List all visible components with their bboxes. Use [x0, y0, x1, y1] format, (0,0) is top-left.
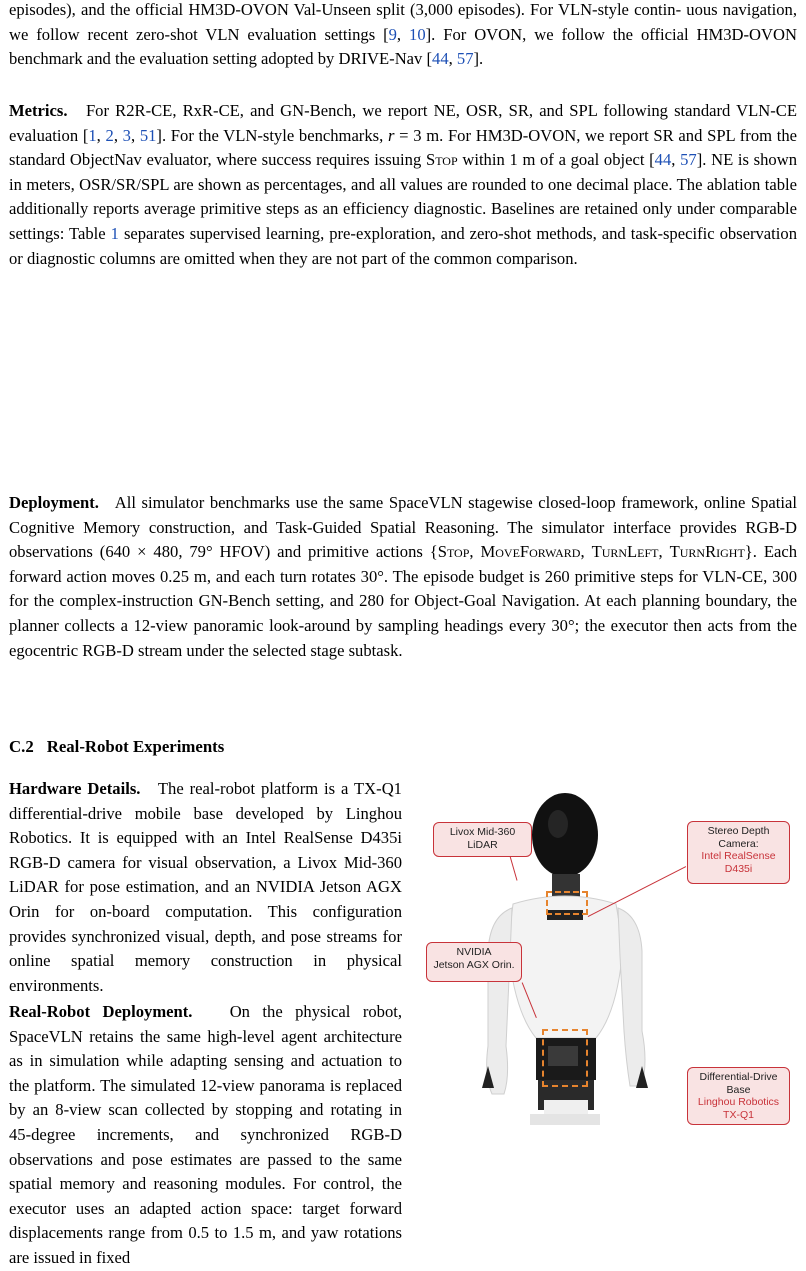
hardware-heading: Hardware Details. [9, 779, 141, 798]
base-callout: Differential-Drive Base Linghou Robotics TX-Q1 [687, 1067, 790, 1125]
jetson-highlight-box [542, 1029, 588, 1087]
lidar-callout: Livox Mid-360 LiDAR [433, 822, 532, 857]
citation-link[interactable]: 51 [139, 125, 157, 145]
lidar-highlight-box [546, 891, 588, 915]
deployment-paragraph: Deployment. All simulator benchmarks use the same SpaceVLN stagewise closed-loop framework, online Spatial Cognitive Memory construction, and Task-Guided Spatial Reasoning. The simulator interface provides RGB-D observations (640 × 480, 79° HFOV) and primitive actions {Stop, MoveForward, TurnLeft, TurnRight}. Each forward action moves 0.25 m, and each turn rotates 30°. The episode budget is 260 primitive steps for VLN-CE, 300 for the complex-instruction GN-Bench setting, and 280 for Object-Goal Navigation. At each planning boundary, the planner collects a 12-view panoramic look-around by sampling headings every 30°; the executor then acts from the egocentric RGB-D stream under the selected stage subtask. [9, 493, 797, 660]
intro-paragraph: episodes), and the official HM3D-OVON Val-Unseen split (3,000 episodes). For VLN-style contin- uous navigation, we follow recent zero-shot VLN evaluation settings [9, 10]. For OVON, we follow the official HM3D-OVON benchmark and the evaluation setting adopted by DRIVE-Nav [44, 57]. [9, 0, 797, 69]
citation-link[interactable]: 44 [654, 150, 672, 170]
citation-link[interactable]: 57 [456, 49, 474, 69]
camera-callout: Stereo Depth Camera: Intel RealSense D435i [687, 821, 790, 884]
citation-link[interactable]: 9 [388, 24, 397, 44]
citation-link[interactable]: 3 [122, 125, 131, 145]
robot-deployment-paragraph: Real-Robot Deployment. On the physical robot, SpaceVLN retains the same high-level agent architecture as in simulation while adapting sensing and actuation to the platform. The simulated 12-view panorama is replaced by an 8-view scan collected by stopping and rotating in 45-degree increments, and synchronized RGB-D observations and pose estimates are passed to the same spatial memory and reasoning modules. For control, the executor uses an adapted action space: target forward displacements range from 0.5 to 1.5 m, and yaw rotations are issued in fixed [9, 1002, 402, 1267]
robot-figure [418, 776, 796, 1125]
citation-link[interactable]: 2 [105, 125, 114, 145]
robot-deployment-heading: Real-Robot Deployment. [9, 1002, 193, 1021]
section-heading: C.2 Real-Robot Experiments [9, 737, 225, 756]
hardware-paragraph: Hardware Details. The real-robot platform is a TX-Q1 differential-drive mobile base developed by Linghou Robotics. It is equipped with an Intel RealSense D435i RGB-D camera for visual observation, a Livox Mid-360 LiDAR for pose estimation, and an NVIDIA Jetson AGX Orin for on-board computation. This configuration provides synchronized visual, depth, and pose streams for online spatial memory construction in physical environments. [9, 779, 402, 995]
table-reference-link[interactable]: 1 [110, 223, 119, 243]
citation-link[interactable]: 57 [680, 150, 697, 170]
deployment-heading: Deployment. [9, 493, 99, 512]
metrics-paragraph: Metrics. For R2R-CE, RxR-CE, and GN-Bench, we report NE, OSR, SR, and SPL following standard VLN-CE evaluation [1, 2, 3, 51]. For the VLN-style benchmarks, r = 3 m. For HM3D-OVON, we report SR and SPL from the standard ObjectNav evaluator, where success requires issuing Stop within 1 m of a goal object [44, 57]. NE is shown in meters, OSR/SR/SPL are shown as percentages, and all values are rounded to one decimal place. The ablation table additionally reports average primitive steps as an efficiency diagnostic. Baselines are retained only under comparable settings: Table 1 separates supervised learning, pre-exploration, and zero-shot methods, and task-specific observation or diagnostic columns are omitted when they are not part of the common comparison. [9, 101, 798, 268]
citation-link[interactable]: 1 [88, 125, 97, 145]
citation-link[interactable]: 44 [432, 49, 449, 69]
jetson-callout: NVIDIA Jetson AGX Orin. [426, 942, 522, 982]
citation-link[interactable]: 10 [409, 24, 426, 44]
metrics-heading: Metrics. [9, 101, 68, 120]
